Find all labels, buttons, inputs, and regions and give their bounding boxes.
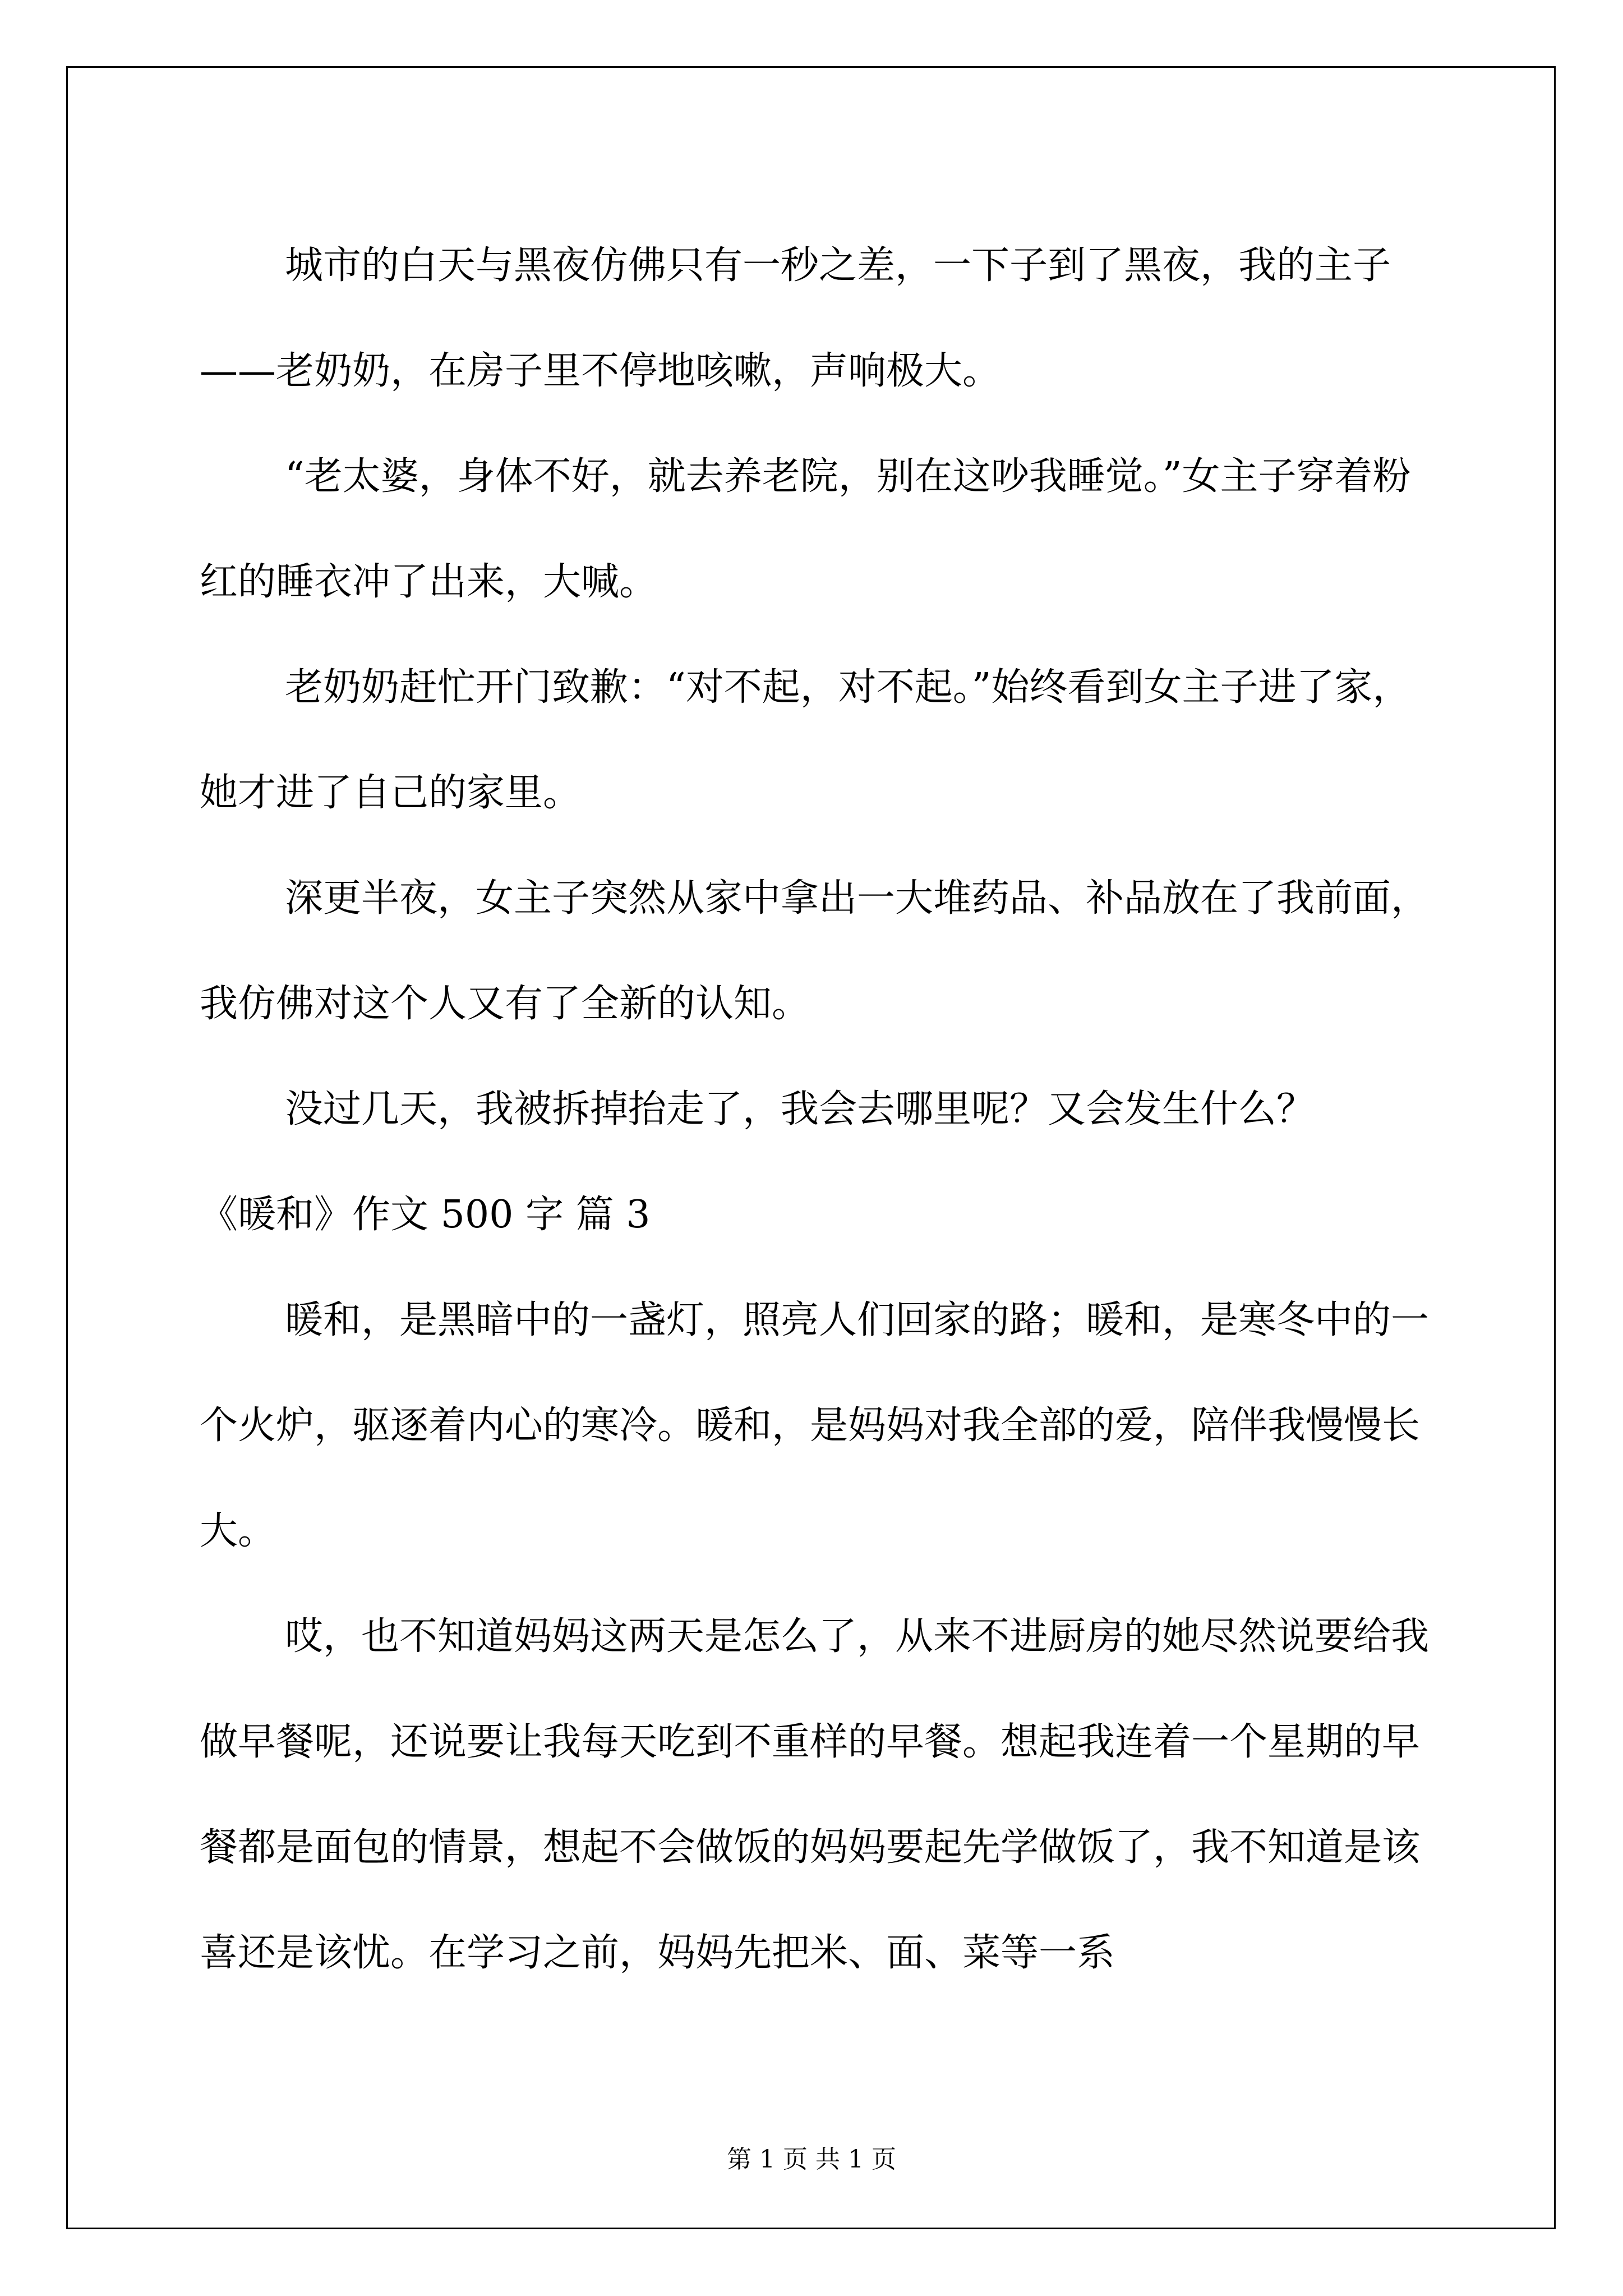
section-heading: 《暖和》作文 500 字 篇 3 (200, 1193, 651, 1237)
paragraph-3: 老奶奶赶忙开门致歉：“对不起，对不起。”始终看到女主子进了家，她才进了自己的家里。 (200, 665, 1411, 815)
paragraph-6: 暖和，是黑暗中的一盏灯，照亮人们回家的路；暖和，是寒冬中的一个火炉，驱逐着内心的寒冷。暖和，是妈妈对我全部的爱，陪伴我慢慢长大。 (200, 1298, 1430, 1553)
paragraph-1: 城市的白天与黑夜仿佛只有一秒之差，一下子到了黑夜，我的主子——老奶奶，在房子里不停地咳嗽，声响极大。 (200, 243, 1391, 393)
paragraph-5: 没过几天，我被拆掉抬走了，我会去哪里呢？又会发生什么？ (285, 1087, 1315, 1131)
page-footer: 第 1 页 共 1 页 (727, 2145, 896, 2174)
paragraph-7: 哎，也不知道妈妈这两天是怎么了，从来不进厨房的她尽然说要给我做早餐呢，还说要让我每天吃到不重样的早餐。想起我连着一个星期的早餐都是面包的情景，想起不会做饭的妈妈要起先学做饭了，我不知道是该喜还是该忧。在学习之前，妈妈先把米、面、菜等一系 (200, 1614, 1430, 1975)
document-body (200, 213, 1433, 2006)
paragraph-2: “老太婆，身体不好，就去养老院，别在这吵我睡觉。”女主子穿着粉红的睡衣冲了出来，大喊。 (200, 454, 1411, 604)
paragraph-4: 深更半夜，女主子突然从家中拿出一大堆药品、补品放在了我前面，我仿佛对这个人又有了全新的认知。 (200, 876, 1430, 1026)
